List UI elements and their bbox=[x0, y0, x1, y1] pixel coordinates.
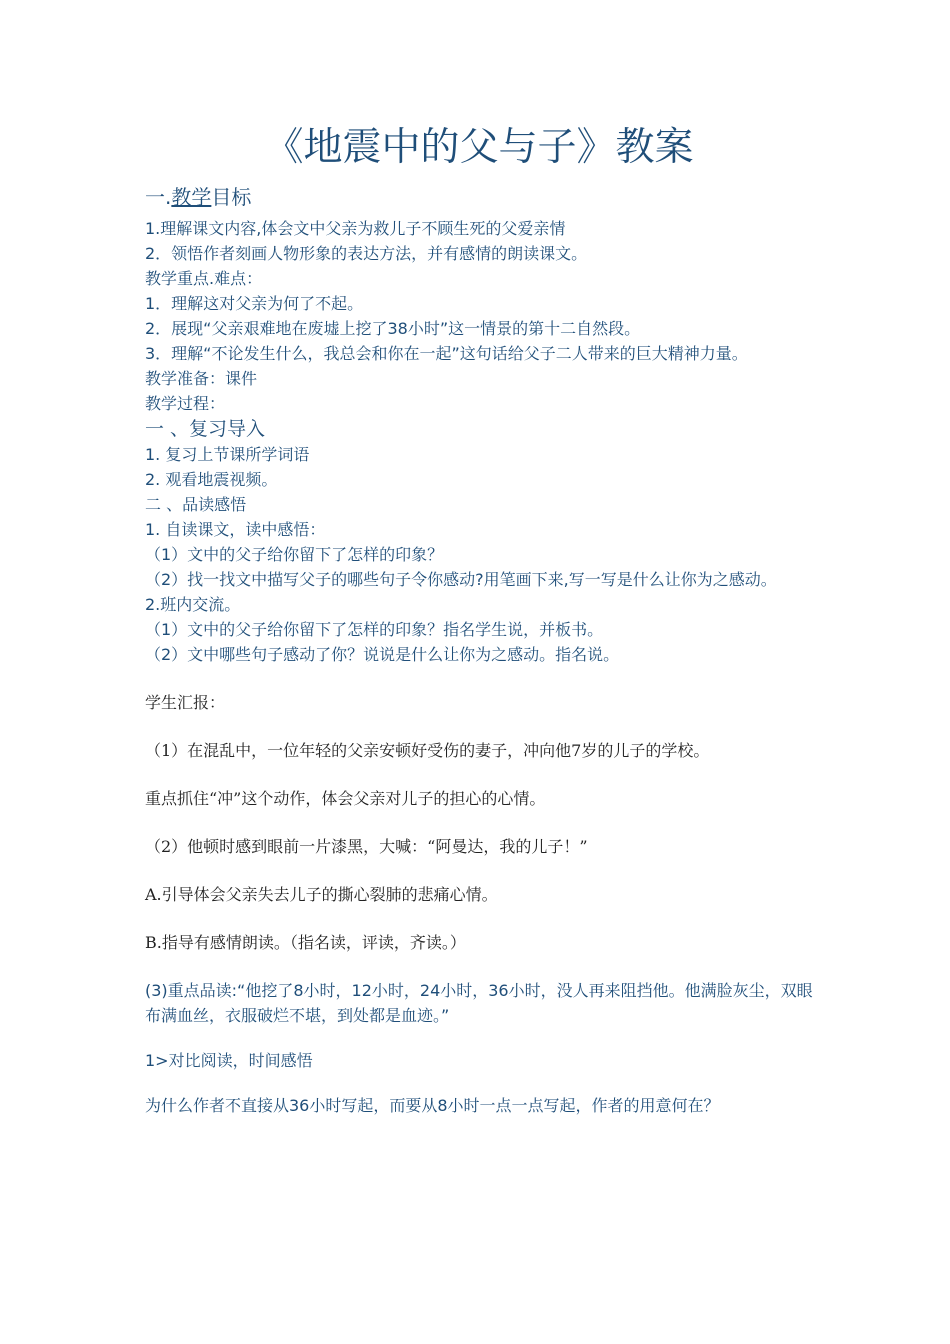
objectives-heading-suffix: 目标 bbox=[211, 185, 252, 209]
section2-item: （2）找一找文中描写父子的哪些句子令你感动?用笔画下来,写一写是什么让你为之感动。 bbox=[145, 570, 777, 589]
section2-item: （2）文中哪些句子感动了你？说说是什么让你为之感动。指名说。 bbox=[145, 645, 620, 664]
key-points-heading: 教学重点.难点： bbox=[145, 269, 263, 288]
report-paragraph: （1）在混乱中，一位年轻的父亲安顿好受伤的妻子，冲向他7岁的儿子的学校。 bbox=[145, 741, 710, 760]
section2-item: （1）文中的父子给你留下了怎样的印象？指名学生说，并板书。 bbox=[145, 620, 604, 639]
report-question: 为什么作者不直接从36小时写起，而要从8小时一点一点写起，作者的用意何在？ bbox=[145, 1096, 720, 1115]
report-subheading: 1>对比阅读，时间感悟 bbox=[145, 1051, 313, 1070]
objective-item: 1.理解课文内容,体会文中父亲为救儿子不顾生死的父爱亲情 bbox=[145, 219, 566, 238]
section1-heading: 一 、复习导入 bbox=[145, 418, 266, 440]
section2-item: 2.班内交流。 bbox=[145, 595, 241, 614]
report-paragraph: （2）他顿时感到眼前一片漆黑，大喊：“阿曼达，我的儿子！” bbox=[145, 837, 588, 856]
report-heading: 学生汇报： bbox=[145, 693, 226, 712]
report-paragraph-quote: (3)重点品读:“他挖了8小时，12小时，24小时，36小时，没人再来阻挡他。他满脸灰尘，双眼布满血丝，衣服破烂不堪，到处都是血迹。” bbox=[145, 981, 813, 1025]
key-point-item: 2．展现“父亲艰难地在废墟上挖了38小时”这一情景的第十二自然段。 bbox=[145, 319, 641, 338]
section2-item: 1. 自读课文，读中感悟： bbox=[145, 520, 326, 539]
section2-item: （1）文中的父子给你留下了怎样的印象？ bbox=[145, 545, 444, 564]
page-title: 《地震中的父与子》教案 bbox=[264, 125, 694, 170]
report-paragraph: A.引导体会父亲失去儿子的撕心裂肺的悲痛心情。 bbox=[145, 885, 498, 904]
key-point-item: 1．理解这对父亲为何了不起。 bbox=[145, 294, 364, 313]
report-paragraph: B.指导有感情朗读。（指名读，评读，齐读。） bbox=[145, 933, 466, 952]
preparation-line: 教学准备：课件 bbox=[145, 369, 258, 388]
report-paragraph: 重点抓住“冲”这个动作，体会父亲对儿子的担心的心情。 bbox=[145, 789, 546, 808]
objective-item: 2．领悟作者刻画人物形象的表达方法，并有感情的朗读课文。 bbox=[145, 244, 588, 263]
objectives-heading-link[interactable]: 教学 bbox=[171, 185, 212, 209]
process-heading: 教学过程： bbox=[145, 394, 226, 413]
objectives-heading-prefix: 一. bbox=[145, 185, 172, 209]
section2-heading: 二 、品读感悟 bbox=[145, 495, 247, 514]
document-content bbox=[145, 118, 813, 1118]
section1-item: 2. 观看地震视频。 bbox=[145, 470, 278, 489]
key-point-item: 3．理解“不论发生什么，我总会和你在一起”这句话给父子二人带来的巨大精神力量。 bbox=[145, 344, 748, 363]
objectives-heading bbox=[145, 180, 813, 214]
section1-item: 1. 复习上节课所学词语 bbox=[145, 445, 310, 464]
